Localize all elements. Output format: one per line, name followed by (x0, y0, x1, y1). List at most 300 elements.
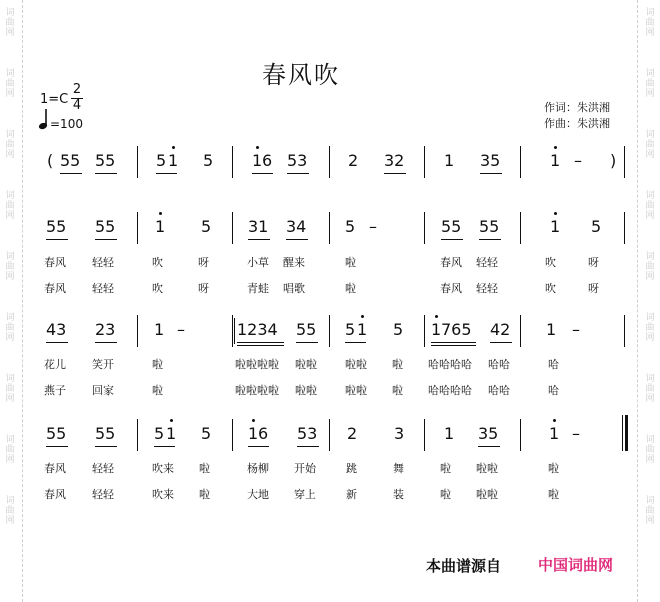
note-2-12 (546, 320, 556, 339)
watermark-text (2, 69, 18, 99)
note-text: 1 (357, 320, 368, 339)
note-0-9 (348, 151, 358, 170)
note-0-3 (156, 151, 166, 170)
note-0-2 (95, 151, 115, 170)
note-2-0 (46, 320, 66, 339)
lyric-3-0-5: 开始 (294, 462, 316, 475)
lyric-3-1-2: 吹来 (152, 488, 174, 501)
note-1-0 (46, 217, 66, 236)
watermark-glyph: 曲 (5, 140, 15, 150)
watermark-text (2, 8, 18, 38)
lyric-2-0-2: 啦 (152, 358, 163, 371)
note-text: 5 (203, 151, 214, 170)
note-0-6 (252, 151, 262, 170)
beam-underline (384, 173, 406, 174)
bar-line (234, 318, 235, 344)
watermark-glyph: 词 (5, 69, 15, 79)
high-octave-dot (435, 315, 438, 318)
note-text: 2 (347, 424, 358, 443)
beam-underline (296, 342, 318, 343)
bar-line (329, 212, 330, 244)
note-text: 55 (46, 217, 67, 236)
lyric-1-1-0: 春风 (44, 282, 66, 295)
watermark-text (642, 69, 658, 99)
beam-underline (154, 446, 175, 447)
watermark-glyph: 曲 (5, 201, 15, 211)
watermark-text (642, 130, 658, 160)
note-2-11 (490, 320, 510, 339)
beam-underline (156, 173, 177, 174)
bar-line (424, 419, 425, 451)
note-text: 55 (296, 320, 317, 339)
lyric-2-1-5: 啦啦 (345, 384, 367, 397)
high-octave-dot (554, 146, 557, 149)
note-3-8 (347, 424, 357, 443)
note-text: 42 (490, 320, 511, 339)
bar-line (232, 146, 233, 178)
bar-line (424, 212, 425, 244)
lyric-3-0-9: 啦啦 (476, 462, 498, 475)
beam-underline (95, 239, 117, 240)
high-octave-dot (170, 419, 173, 422)
note-text: 5 (591, 217, 602, 236)
note-2-13 (572, 320, 580, 339)
watermark-glyph: 曲 (5, 445, 15, 455)
note-text: 765 (441, 320, 472, 339)
watermark-glyph: 网 (5, 333, 15, 343)
watermark-glyph: 网 (5, 394, 15, 404)
note-text: 5 (345, 217, 356, 236)
watermark-glyph: 词 (645, 496, 655, 506)
note-0-5 (203, 151, 213, 170)
beam-underline (248, 446, 269, 447)
note-text: 55 (46, 424, 67, 443)
score-title: 春风吹 (262, 61, 340, 89)
lyric-1-0-9: 吹 (545, 256, 556, 269)
lyric-2-1-1: 回家 (92, 384, 114, 397)
note-text: 1 (549, 424, 560, 443)
watermark-text (642, 8, 658, 38)
watermark-text (2, 252, 18, 282)
note-0-13 (550, 151, 560, 170)
high-octave-dot (553, 419, 556, 422)
note-3-3 (166, 424, 176, 443)
lyric-3-1-8: 啦 (440, 488, 451, 501)
lyric-2-1-8: 哈哈 (488, 384, 510, 397)
note-1-6 (345, 217, 355, 236)
watermark-text (2, 435, 18, 465)
watermark-glyph: 词 (645, 252, 655, 262)
lyric-1-0-6: 啦 (345, 256, 356, 269)
note-2-10 (441, 320, 472, 339)
beam-underline (478, 446, 500, 447)
beam-underline (480, 173, 502, 174)
beam-underline (95, 446, 117, 447)
lyric-1-1-8: 轻轻 (476, 282, 498, 295)
note-3-9 (394, 424, 404, 443)
time-sig-top: 2 (72, 82, 82, 97)
note-text: 55 (479, 217, 500, 236)
bar-line (137, 419, 138, 451)
lyric-2-1-4: 啦啦 (295, 384, 317, 397)
watermark-text (642, 496, 658, 526)
note-text: 1234 (237, 320, 278, 339)
watermark-glyph: 曲 (645, 262, 655, 272)
bar-line (624, 315, 625, 347)
watermark-glyph: 曲 (645, 140, 655, 150)
note-text: 1 (166, 424, 177, 443)
lyric-1-0-7: 春风 (440, 256, 462, 269)
watermark-glyph: 网 (5, 516, 15, 526)
note-text: 55 (95, 217, 116, 236)
note-2-3 (177, 320, 185, 339)
note-text: 1 (168, 151, 179, 170)
watermark-glyph: 词 (5, 313, 15, 323)
beam-underline (431, 342, 476, 343)
watermark-glyph: 词 (645, 313, 655, 323)
note-3-6 (258, 424, 268, 443)
note-text: 6 (258, 424, 269, 443)
note-text: 53 (287, 151, 308, 170)
note-text: 5 (345, 320, 356, 339)
lyric-2-0-6: 啦 (392, 358, 403, 371)
lyric-3-0-0: 春风 (44, 462, 66, 475)
note-text: 55 (60, 151, 81, 170)
final-barline (625, 415, 628, 451)
watermark-glyph: 网 (5, 150, 15, 160)
note-1-10 (550, 217, 560, 236)
note-0-8 (287, 151, 307, 170)
footer-site-name: 中国词曲网 (538, 556, 614, 574)
lyric-3-0-10: 啦 (548, 462, 559, 475)
beam-underline (95, 173, 117, 174)
bar-line (137, 146, 138, 178)
note-1-8 (441, 217, 461, 236)
bar-line (624, 146, 625, 178)
bar-line (520, 315, 521, 347)
note-text: – (572, 424, 580, 443)
watermark-glyph: 网 (645, 272, 655, 282)
watermark-glyph: 网 (5, 28, 15, 38)
watermark-glyph: 网 (645, 211, 655, 221)
note-text: 55 (441, 217, 462, 236)
watermark-text (642, 374, 658, 404)
watermark-glyph: 曲 (645, 506, 655, 516)
note-2-1 (95, 320, 115, 339)
bar-line (520, 146, 521, 178)
beam-underline (248, 239, 270, 240)
watermark-glyph: 词 (645, 435, 655, 445)
tempo-marking: =100 (50, 117, 83, 131)
lyric-2-1-2: 啦 (152, 384, 163, 397)
note-text: 53 (297, 424, 318, 443)
lyric-1-0-2: 吹 (152, 256, 163, 269)
lyric-2-1-9: 哈 (548, 384, 559, 397)
note-text: 1 (444, 151, 455, 170)
bar-line (520, 419, 521, 451)
high-octave-dot (172, 146, 175, 149)
page-margin-right (637, 0, 639, 602)
lyric-2-1-6: 啦 (392, 384, 403, 397)
lyric-1-1-1: 轻轻 (92, 282, 114, 295)
note-1-5 (286, 217, 306, 236)
beam-underline (286, 239, 308, 240)
lyric-1-1-6: 啦 (345, 282, 356, 295)
quarter-note-icon (37, 108, 51, 130)
note-1-11 (591, 217, 601, 236)
note-0-1 (60, 151, 80, 170)
lyric-3-0-7: 舞 (393, 462, 404, 475)
watermark-glyph: 词 (5, 496, 15, 506)
note-0-10 (384, 151, 404, 170)
watermark-text (642, 313, 658, 343)
watermark-glyph: 词 (5, 191, 15, 201)
bar-line (329, 419, 330, 451)
high-octave-dot (159, 212, 162, 215)
watermark-glyph: 曲 (645, 18, 655, 28)
watermark-glyph: 词 (645, 130, 655, 140)
bar-line (137, 212, 138, 244)
note-text: – (574, 151, 582, 170)
lyric-1-1-7: 春风 (440, 282, 462, 295)
lyric-3-1-4: 大地 (247, 488, 269, 501)
note-3-2 (154, 424, 164, 443)
note-2-5 (296, 320, 316, 339)
lyric-3-1-1: 轻轻 (92, 488, 114, 501)
key-signature: 1=C (40, 92, 69, 107)
page-margin-left (22, 0, 24, 602)
note-1-4 (248, 217, 268, 236)
lyric-2-0-8: 哈哈 (488, 358, 510, 371)
watermark-glyph: 曲 (645, 384, 655, 394)
watermark-glyph: 词 (5, 374, 15, 384)
watermark-glyph: 词 (645, 69, 655, 79)
lyric-1-1-2: 吹 (152, 282, 163, 295)
lyric-2-0-5: 啦啦 (345, 358, 367, 371)
high-octave-dot (554, 212, 557, 215)
note-1-1 (95, 217, 115, 236)
note-text: 1 (444, 424, 455, 443)
lyric-2-1-0: 燕子 (44, 384, 66, 397)
lyric-1-1-3: 呀 (198, 282, 209, 295)
note-0-14 (574, 151, 582, 170)
watermark-glyph: 网 (645, 516, 655, 526)
note-1-2 (155, 217, 165, 236)
watermark-glyph: 网 (5, 455, 15, 465)
lyric-2-0-4: 啦啦 (295, 358, 317, 371)
beam-underline (345, 342, 366, 343)
bar-line (232, 212, 233, 244)
watermark-glyph: 词 (645, 8, 655, 18)
note-text: 43 (46, 320, 67, 339)
lyric-2-1-7: 哈哈哈哈 (428, 384, 472, 397)
time-sig-bottom: 4 (72, 98, 82, 113)
watermark-glyph: 曲 (5, 18, 15, 28)
note-2-4 (237, 320, 278, 339)
bar-line (329, 315, 330, 347)
note-text: 1 (550, 217, 561, 236)
note-text: 32 (384, 151, 405, 170)
final-barline (622, 415, 623, 451)
beam-underline (287, 173, 309, 174)
lyric-3-1-9: 啦啦 (476, 488, 498, 501)
watermark-glyph: 曲 (645, 201, 655, 211)
watermark-glyph: 词 (645, 191, 655, 201)
note-3-10 (444, 424, 454, 443)
watermark-glyph: 网 (5, 211, 15, 221)
note-text: 31 (248, 217, 269, 236)
beam-underline (441, 239, 463, 240)
lyric-1-0-5: 醒来 (283, 256, 305, 269)
watermark-glyph: 曲 (5, 506, 15, 516)
note-0-4 (168, 151, 178, 170)
watermark-glyph: 曲 (645, 445, 655, 455)
note-2-6 (345, 320, 355, 339)
note-1-3 (201, 217, 211, 236)
note-text: 35 (480, 151, 501, 170)
note-text: – (572, 320, 580, 339)
beam-underline (237, 342, 284, 343)
watermark-text (642, 252, 658, 282)
note-text: 1 (546, 320, 557, 339)
note-text: 35 (478, 424, 499, 443)
note-text: 5 (156, 151, 167, 170)
watermark-glyph: 词 (5, 435, 15, 445)
watermark-text (2, 191, 18, 221)
watermark-text (642, 435, 658, 465)
lyricist-credit: 作词：朱洪湘 (544, 101, 610, 114)
note-text: 5 (154, 424, 165, 443)
note-3-7 (297, 424, 317, 443)
lyric-1-0-3: 呀 (198, 256, 209, 269)
high-octave-dot (256, 146, 259, 149)
lyric-3-1-6: 新 (346, 488, 357, 501)
beam-underline (490, 342, 512, 343)
note-text: 5 (393, 320, 404, 339)
beam-underline (46, 342, 68, 343)
note-0-12 (480, 151, 500, 170)
note-2-7 (357, 320, 367, 339)
footer-source-label: 本曲谱源自 (426, 557, 502, 575)
note-1-7 (369, 217, 377, 236)
lyric-2-0-7: 哈哈哈哈 (428, 358, 472, 371)
note-0-0 (47, 151, 53, 170)
lyric-3-0-2: 吹来 (152, 462, 174, 475)
beam-underline (431, 345, 476, 346)
lyric-1-1-5: 唱歌 (283, 282, 305, 295)
bar-line (424, 146, 425, 178)
note-text: 1 (431, 320, 442, 339)
note-text: ( (47, 151, 54, 170)
lyric-3-1-7: 装 (393, 488, 404, 501)
note-0-15 (610, 151, 616, 170)
lyric-1-0-4: 小草 (247, 256, 269, 269)
note-0-7 (262, 151, 272, 170)
bar-line (137, 315, 138, 347)
lyric-2-0-1: 笑开 (92, 358, 114, 371)
watermark-glyph: 词 (5, 8, 15, 18)
note-text: 1 (248, 424, 259, 443)
watermark-text (2, 374, 18, 404)
note-text: ) (610, 151, 617, 170)
note-text: – (177, 320, 185, 339)
lyric-1-0-10: 呀 (588, 256, 599, 269)
high-octave-dot (361, 315, 364, 318)
note-text: 1 (550, 151, 561, 170)
watermark-glyph: 曲 (645, 323, 655, 333)
note-text: – (369, 217, 377, 236)
watermark-text (2, 130, 18, 160)
note-text: 5 (201, 424, 212, 443)
beam-underline (479, 239, 501, 240)
note-3-12 (549, 424, 559, 443)
note-3-11 (478, 424, 498, 443)
watermark-glyph: 词 (5, 252, 15, 262)
beam-underline (95, 342, 117, 343)
note-0-11 (444, 151, 454, 170)
note-1-9 (479, 217, 499, 236)
watermark-glyph: 词 (645, 374, 655, 384)
bar-line (329, 146, 330, 178)
note-2-2 (154, 320, 164, 339)
watermark-glyph: 曲 (5, 323, 15, 333)
beam-underline (46, 446, 68, 447)
bar-line (424, 315, 425, 347)
note-3-5 (248, 424, 258, 443)
watermark-glyph: 网 (645, 89, 655, 99)
composer-credit: 作曲：朱洪湘 (544, 117, 610, 130)
watermark-text (642, 191, 658, 221)
lyric-3-0-6: 跳 (346, 462, 357, 475)
lyric-1-0-1: 轻轻 (92, 256, 114, 269)
lyric-3-0-3: 啦 (199, 462, 210, 475)
watermark-glyph: 曲 (5, 262, 15, 272)
note-3-4 (201, 424, 211, 443)
high-octave-dot (252, 419, 255, 422)
lyric-1-0-8: 轻轻 (476, 256, 498, 269)
note-text: 6 (262, 151, 273, 170)
note-text: 5 (201, 217, 212, 236)
note-text: 1 (154, 320, 165, 339)
watermark-glyph: 曲 (645, 79, 655, 89)
beam-underline (46, 239, 68, 240)
lyric-3-1-5: 穿上 (294, 488, 316, 501)
watermark-text (2, 313, 18, 343)
bar-line (624, 212, 625, 244)
watermark-glyph: 曲 (5, 384, 15, 394)
note-text: 2 (348, 151, 359, 170)
lyric-1-1-9: 吹 (545, 282, 556, 295)
watermark-glyph: 网 (645, 150, 655, 160)
note-text: 55 (95, 151, 116, 170)
lyric-1-1-4: 青蛙 (247, 282, 269, 295)
lyric-2-0-0: 花儿 (44, 358, 66, 371)
lyric-2-0-3: 啦啦啦啦 (235, 358, 279, 371)
note-text: 1 (252, 151, 263, 170)
note-3-0 (46, 424, 66, 443)
bar-line (520, 212, 521, 244)
note-2-9 (431, 320, 441, 339)
note-text: 55 (95, 424, 116, 443)
watermark-glyph: 网 (5, 272, 15, 282)
lyric-3-0-1: 轻轻 (92, 462, 114, 475)
beam-underline (252, 173, 273, 174)
beam-underline (237, 345, 284, 346)
watermark-glyph: 网 (5, 89, 15, 99)
lyric-2-0-9: 哈 (548, 358, 559, 371)
note-3-13 (572, 424, 580, 443)
watermark-glyph: 网 (645, 394, 655, 404)
